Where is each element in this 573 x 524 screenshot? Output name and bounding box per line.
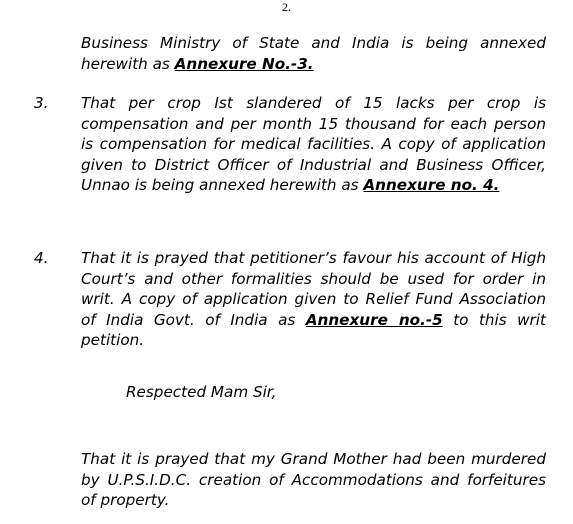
item-paragraph-3	[81, 93, 546, 196]
item-number-4: 4.	[34, 249, 49, 267]
annexure-5-label: Annexure no.-5	[305, 310, 443, 329]
item-number-3: 3.	[34, 94, 49, 112]
page-number: 2.	[282, 0, 291, 14]
item-3-text: That per crop Ist slandered of 15 lacks per crop is compensation and per month 15 thousand for each person is compensation for medical facilities. A copy of application given to District Officer of Industrial and Business Officer, Unnao is being annexed herewith as	[81, 94, 546, 194]
continued-paragraph-text: Business Ministry of State and India is being annexed herewith as	[81, 34, 546, 73]
continued-paragraph	[81, 33, 546, 74]
item-paragraph-4	[81, 248, 546, 351]
item-4-text-after: to this writ petition.	[81, 310, 546, 349]
annexure-4-label: Annexure no. 4.	[363, 176, 500, 194]
salutation: Respected Mam Sir,	[126, 383, 277, 401]
item-4-text: That it is prayed that petitioner’s favour his account of High Court’s and other formalities should be used for order in writ. A copy of application given to Relief Fund Association of India Govt. of India as	[81, 249, 546, 329]
annexure-3-label: Annexure No.-3.	[174, 54, 314, 73]
closing-paragraph: That it is prayed that my Grand Mother had been murdered by U.P.S.I.D.C. creation of Accommodations and forfeitures of property.	[81, 450, 546, 509]
